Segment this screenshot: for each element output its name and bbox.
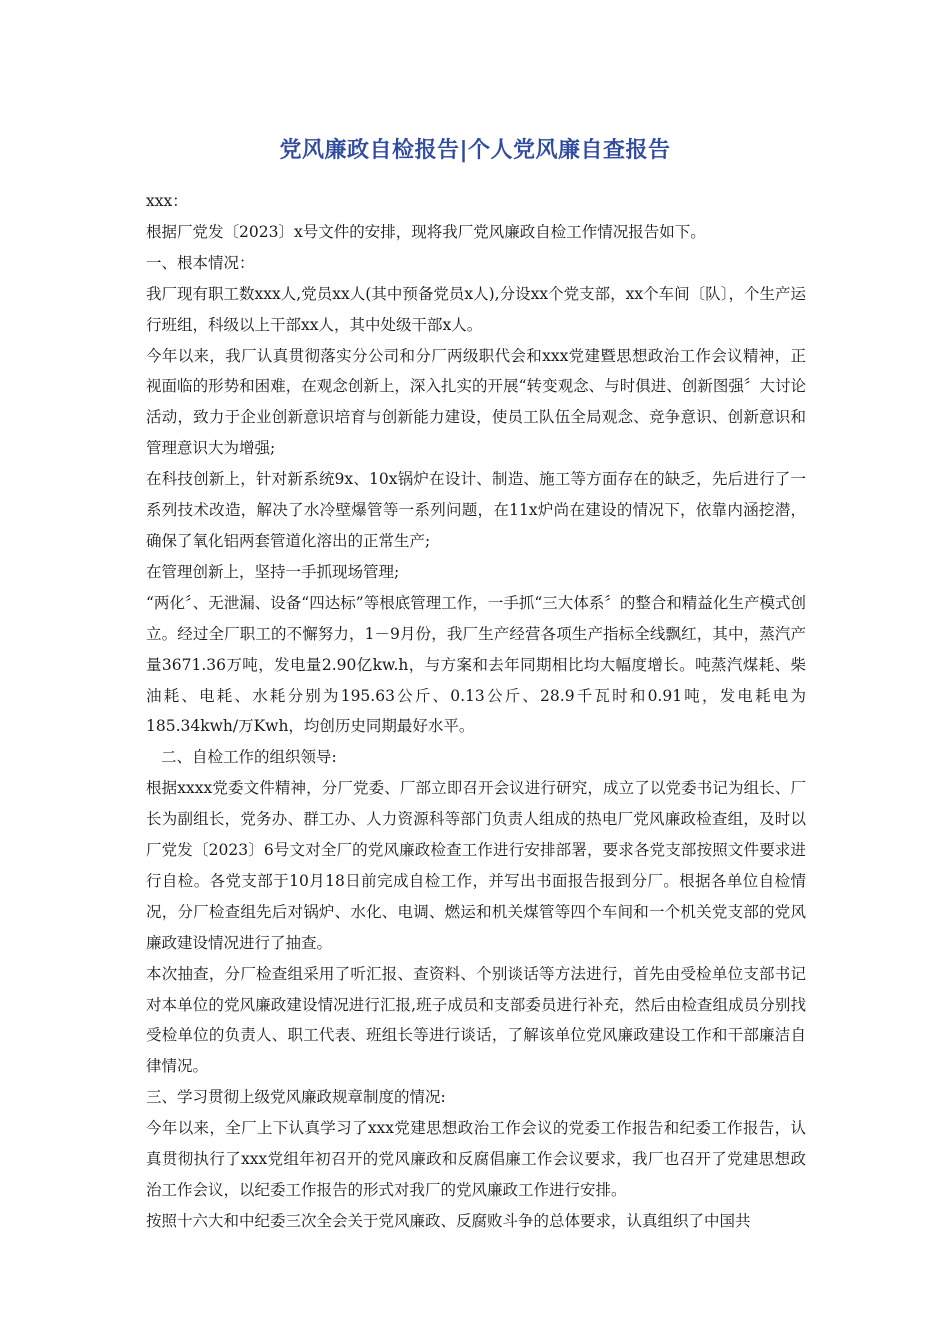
paragraph: “两化〞、无泄漏、设备“四达标”等根底管理工作，一手抓“三大体系〞的整合和精益化生产模式创立。经过全厂职工的不懈努力，1－9月份，我厂生产经营各项生产指标全线飘红，其中，蒸汽产量3671.36万吨，发电量2.90亿kw.h，与方案和去年同期相比均大幅度增长。吨蒸汽煤耗、柴油耗、电耗、水耗分别为195.63公斤、0.13公斤、28.9千瓦时和0.91吨，发电耗电为185.34kwh/万Kwh，均创历史同期最好水平。 (146, 593, 806, 736)
paragraph: 我厂现有职工数xxx人,党员xx人(其中预备党员x人),分设xx个党支部，xx个车间〔队〕，个生产运行班组，科级以上干部xx人，其中处级干部x人。 (146, 284, 806, 334)
paragraph: 今年以来，全厂上下认真学习了xxx党建思想政治工作会议的党委工作报告和纪委工作报告，认真贯彻执行了xxx党组年初召开的党风廉政和反腐倡廉工作会议要求，我厂也召开了党建思想政治工作会议，以纪委工作报告的形式对我厂的党风廉政工作进行安排。 (146, 1119, 806, 1199)
paragraph: 根据xxxx党委文件精神，分厂党委、厂部立即召开会议进行研究，成立了以党委书记为组长、厂长为副组长，党务办、群工办、人力资源科等部门负责人组成的热电厂党风廉政检查组，及时以厂党发〔2023〕6号文对全厂的党风廉政检查工作进行安排部署，要求各党支部按照文件要求进行自检。各党支部于10月18日前完成自检工作，并写出书面报告报到分厂。根据各单位自检情况，分厂检查组先后对锅炉、水化、电调、燃运和机关煤管等四个车间和一个机关党支部的党风廉政建设情况进行了抽查。 (146, 779, 806, 952)
section-heading: 一、根本情况： (146, 253, 255, 272)
paragraph: 在科技创新上，针对新系统9x、10x锅炉在设计、制造、施工等方面存在的缺乏，先后进行了一系列技术改造，解决了水冷壁爆管等一系列问题，在11x炉尚在建设的情况下，依靠内涵挖潜，确保了氧化铝两套管道化溶出的正常生产; (146, 470, 806, 550)
paragraph: 本次抽查，分厂检查组采用了听汇报、查资料、个别谈话等方法进行，首先由受检单位支部书记对本单位的党风廉政建设情况进行汇报,班子成员和支部委员进行补充，然后由检查组成员分别找受检单位的负责人、职工代表、班组长等进行谈话，了解该单位党风廉政建设工作和干部廉洁自律情况。 (146, 964, 806, 1076)
paragraph-salutation: xxx： (146, 192, 188, 210)
paragraph: 根据厂党发〔2023〕x号文件的安排，现将我厂党风廉政自检工作情况报告如下。 (146, 222, 706, 241)
document-body (146, 186, 806, 1237)
section-heading: 三、学习贯彻上级党风廉政规章制度的情况: (146, 1088, 446, 1107)
paragraph: 今年以来，我厂认真贯彻落实分公司和分厂两级职代会和xxx党建暨思想政治工作会议精神，正视面临的形势和困难，在观念创新上，深入扎实的开展“转变观念、与时俱进、创新图强〞大讨论活动，致力于企业创新意识培育与创新能力建设，使员工队伍全局观念、竞争意识、创新意识和管理意识大为增强; (146, 346, 806, 458)
paragraph: 在管理创新上，坚持一手抓现场管理; (146, 562, 400, 581)
paragraph: 按照十六大和中纪委三次全会关于党风廉政、反腐败斗争的总体要求，认真组织了中国共 (146, 1211, 751, 1230)
section-heading: 二、自检工作的组织领导: (161, 748, 337, 767)
document-title: 党风廉政自检报告|个人党风廉自查报告 (279, 138, 671, 163)
